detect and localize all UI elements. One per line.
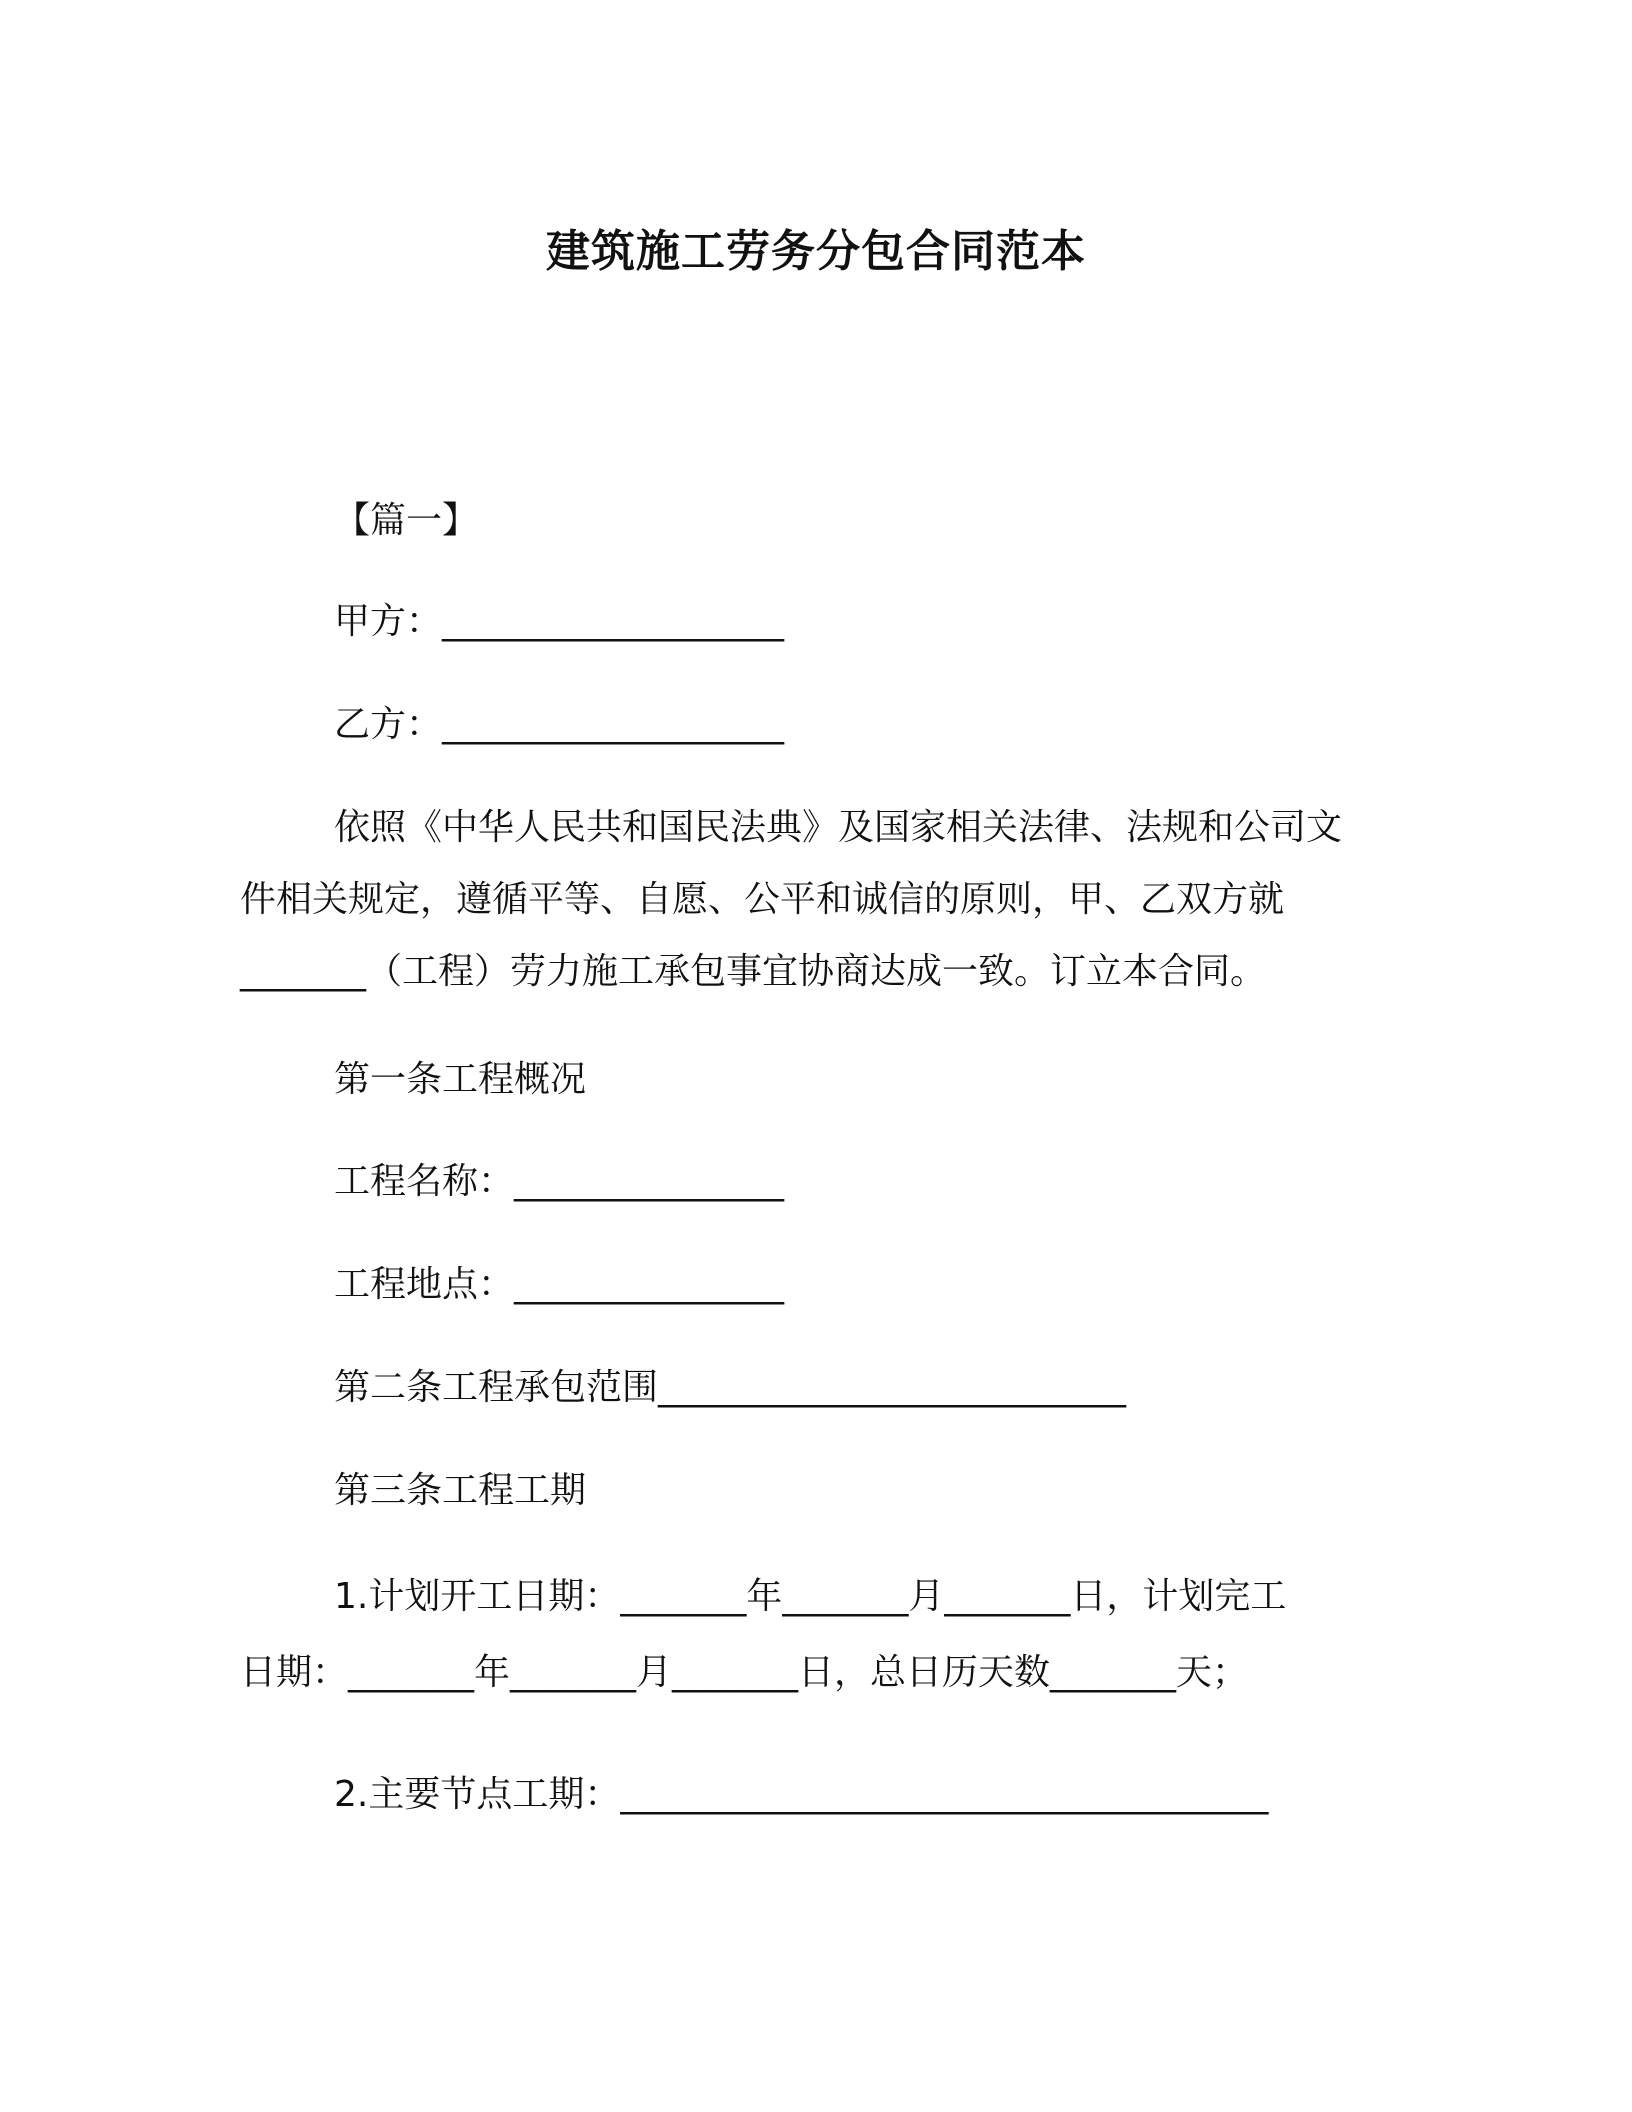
intro-line-1: 依照《中华人民共和国民法典》及国家相关法律、法规和公司文 bbox=[334, 807, 1343, 848]
party-b-field: 乙方：___________________ bbox=[334, 704, 785, 745]
intro-line-3: _______（工程）劳力施工承包事宜协商达成一致。订立本合同。 bbox=[240, 951, 1267, 992]
article-1-heading: 第一条工程概况 bbox=[334, 1059, 587, 1100]
section-label: 【篇一】 bbox=[334, 500, 479, 541]
document-title: 建筑施工劳务分包合同范本 bbox=[546, 226, 1086, 277]
article-3-heading: 第三条工程工期 bbox=[334, 1470, 587, 1511]
party-a-field: 甲方：___________________ bbox=[334, 601, 785, 642]
project-name-field: 工程名称：_______________ bbox=[334, 1161, 785, 1202]
schedule-line-2: 日期：_______年_______月_______日，总日历天数_______天； bbox=[240, 1652, 1249, 1693]
intro-line-2: 件相关规定，遵循平等、自愿、公平和诚信的原则，甲、乙双方就 bbox=[240, 879, 1285, 920]
intro-paragraph bbox=[240, 784, 1390, 1016]
schedule-paragraph bbox=[240, 1553, 1390, 1717]
project-location-field: 工程地点：_______________ bbox=[334, 1264, 785, 1305]
article-2-scope: 第二条工程承包范围__________________________ bbox=[334, 1367, 1127, 1408]
milestones-field: 2.主要节点工期：____________________________________ bbox=[334, 1774, 1269, 1815]
schedule-line-1: 1.计划开工日期：_______年_______月_______日，计划完工 bbox=[334, 1576, 1287, 1617]
